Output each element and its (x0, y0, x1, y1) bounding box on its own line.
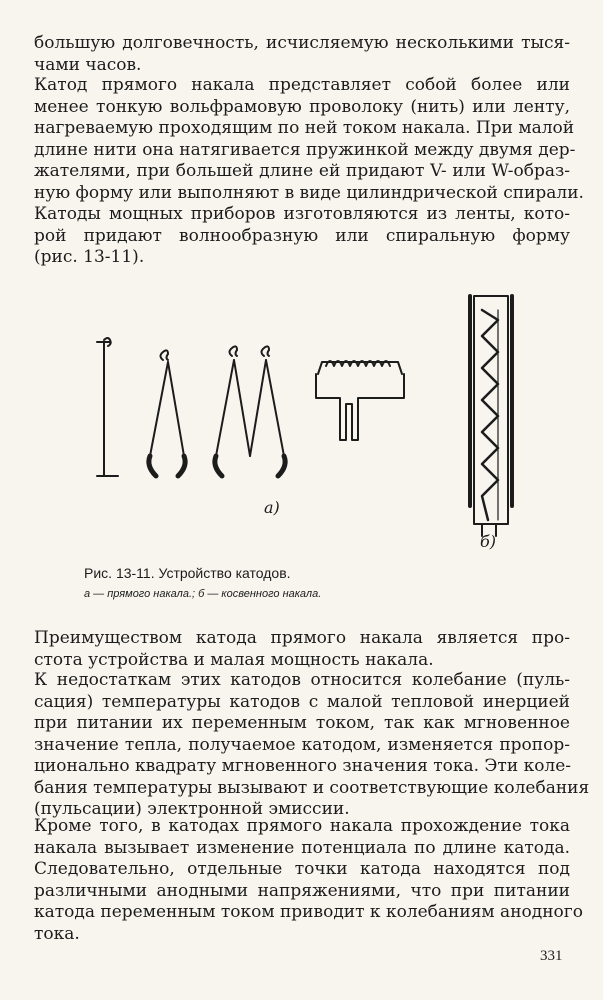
text-line: накала вызывает изменение потенциала по длине катода. (34, 837, 570, 858)
text-line: менее тонкую вольфрамовую проволоку (нить) или ленту, (34, 96, 570, 117)
text-line: тока. (34, 923, 80, 944)
paragraph-advantages (34, 628, 570, 671)
text-line: чами часов. (34, 54, 142, 75)
text-line: при питании их переменным током, так как мгновенное (34, 713, 570, 733)
text-line: стота устройства и малая мощность накала. (34, 649, 434, 670)
text-line: катода переменным током приводит к колебаниям анодного (34, 902, 583, 922)
text-line: нагреваемую проходящим по ней током накала. При малой (34, 118, 575, 138)
straight-filament-drawing (97, 338, 118, 476)
indirect-cathode-drawing (470, 296, 512, 536)
text-line: значение тепла, получаемое катодом, изменяется пропор- (34, 734, 570, 755)
text-line: ционально квадрату мгновенного значения тока. Эти коле- (34, 756, 572, 776)
text-line: длине нити она натягивается пружинкой между двумя дер- (34, 139, 576, 160)
text-line: бания температуры вызывают и соответствующие колебания (34, 777, 590, 798)
figure-cathodes (0, 270, 603, 570)
text-line: Катоды мощных приборов изготовляются из ленты, кото- (34, 204, 570, 224)
text-line: Преимуществом катода прямого накала является про- (34, 628, 570, 648)
text-line: (пульсации) электронной эмиссии. (34, 799, 350, 819)
text-line: (рис. 13-11). (34, 247, 145, 267)
text-line: Кроме того, в катодах прямого накала прохождение тока (34, 816, 570, 836)
page-number: 331 (540, 948, 563, 964)
text-line: большую долговечность, исчисляемую несколькими тыся- (34, 33, 570, 53)
text-line: Следовательно, отдельные точки катода находятся под (34, 859, 570, 879)
cathode-diagram (0, 270, 603, 570)
text-line: различными анодными напряжениями, что при питании (34, 880, 570, 901)
text-line: сация) температуры катодов с малой тепловой инерцией (34, 691, 570, 712)
paragraph-direct-cathode (34, 75, 584, 269)
figure-caption: Рис. 13-11. Устройство катодов. (84, 565, 291, 581)
spiral-ribbon-drawing (316, 361, 404, 440)
v-filament-drawing (149, 350, 185, 476)
text-line: К недостаткам этих катодов относится колебание (пуль- (34, 670, 570, 690)
text-line: жателями, при большей длине ей придают V- или W-образ- (34, 161, 570, 181)
paragraph-continuation (34, 33, 570, 76)
text-line: ную форму или выполняют в виде цилиндрической спирали. (34, 182, 584, 203)
w-filament-drawing (215, 346, 285, 476)
figure-subcaption: а — прямого накала.; б — косвенного накала. (84, 588, 322, 600)
text-line: рой придают волнообразную или спиральную форму (34, 225, 570, 246)
figure-label-b: б) (480, 532, 497, 551)
paragraph-disadvantages (34, 670, 590, 821)
paragraph-potential (34, 816, 583, 945)
figure-label-a: а) (264, 498, 280, 517)
text-line: Катод прямого накала представляет собой более или (34, 75, 570, 95)
